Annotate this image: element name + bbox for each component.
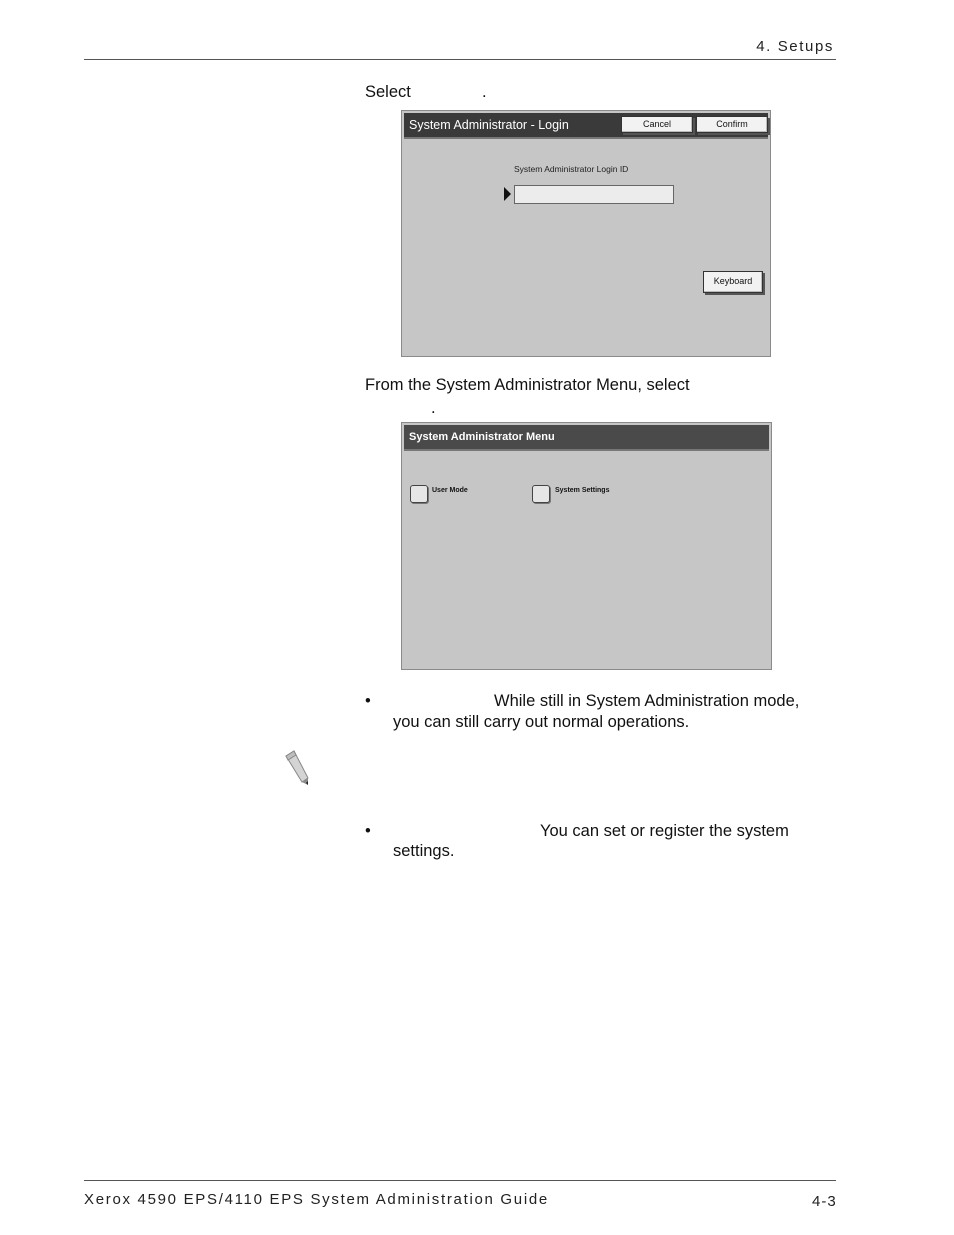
login-id-field[interactable]	[514, 185, 674, 204]
step-menu-line2: .	[431, 399, 436, 417]
system-settings-description-line2: settings.	[393, 842, 455, 860]
user-mode-description-line1: While still in System Administration mode,	[494, 692, 800, 710]
footer-rule	[84, 1180, 836, 1181]
menu-title: System Administrator Menu	[409, 431, 555, 443]
step-menu-line1: From the System Administrator Menu, select	[365, 376, 690, 394]
field-pointer-icon	[504, 187, 511, 201]
user-mode-checkbox[interactable]	[410, 485, 428, 503]
menu-titlebar	[404, 425, 769, 451]
system-settings-label: System Settings	[555, 487, 610, 494]
bullet-marker: •	[365, 822, 371, 840]
note-pencil-icon	[282, 748, 312, 788]
step-select-prefix: Select	[365, 83, 411, 101]
user-mode-description-line2: you can still carry out normal operations.	[393, 713, 690, 731]
cancel-button[interactable]: Cancel	[621, 116, 693, 133]
bullet-marker: •	[365, 692, 371, 710]
login-titlebar	[404, 113, 768, 139]
confirm-button[interactable]: Confirm	[696, 116, 768, 133]
page-number: 4-3	[812, 1193, 837, 1210]
guide-title: Xerox 4590 EPS/4110 EPS System Administration Guide	[84, 1191, 549, 1208]
user-mode-label: User Mode	[432, 487, 468, 494]
chapter-header: 4. Setups	[756, 38, 834, 55]
header-rule	[84, 59, 836, 60]
menu-screen	[401, 422, 772, 670]
login-title: System Administrator - Login	[409, 118, 569, 132]
login-id-label: System Administrator Login ID	[514, 164, 629, 174]
system-settings-checkbox[interactable]	[532, 485, 550, 503]
login-screen	[401, 110, 771, 357]
keyboard-button[interactable]: Keyboard	[703, 271, 763, 293]
system-settings-description-line1: You can set or register the system	[540, 822, 789, 840]
step-select-suffix: .	[482, 83, 487, 101]
